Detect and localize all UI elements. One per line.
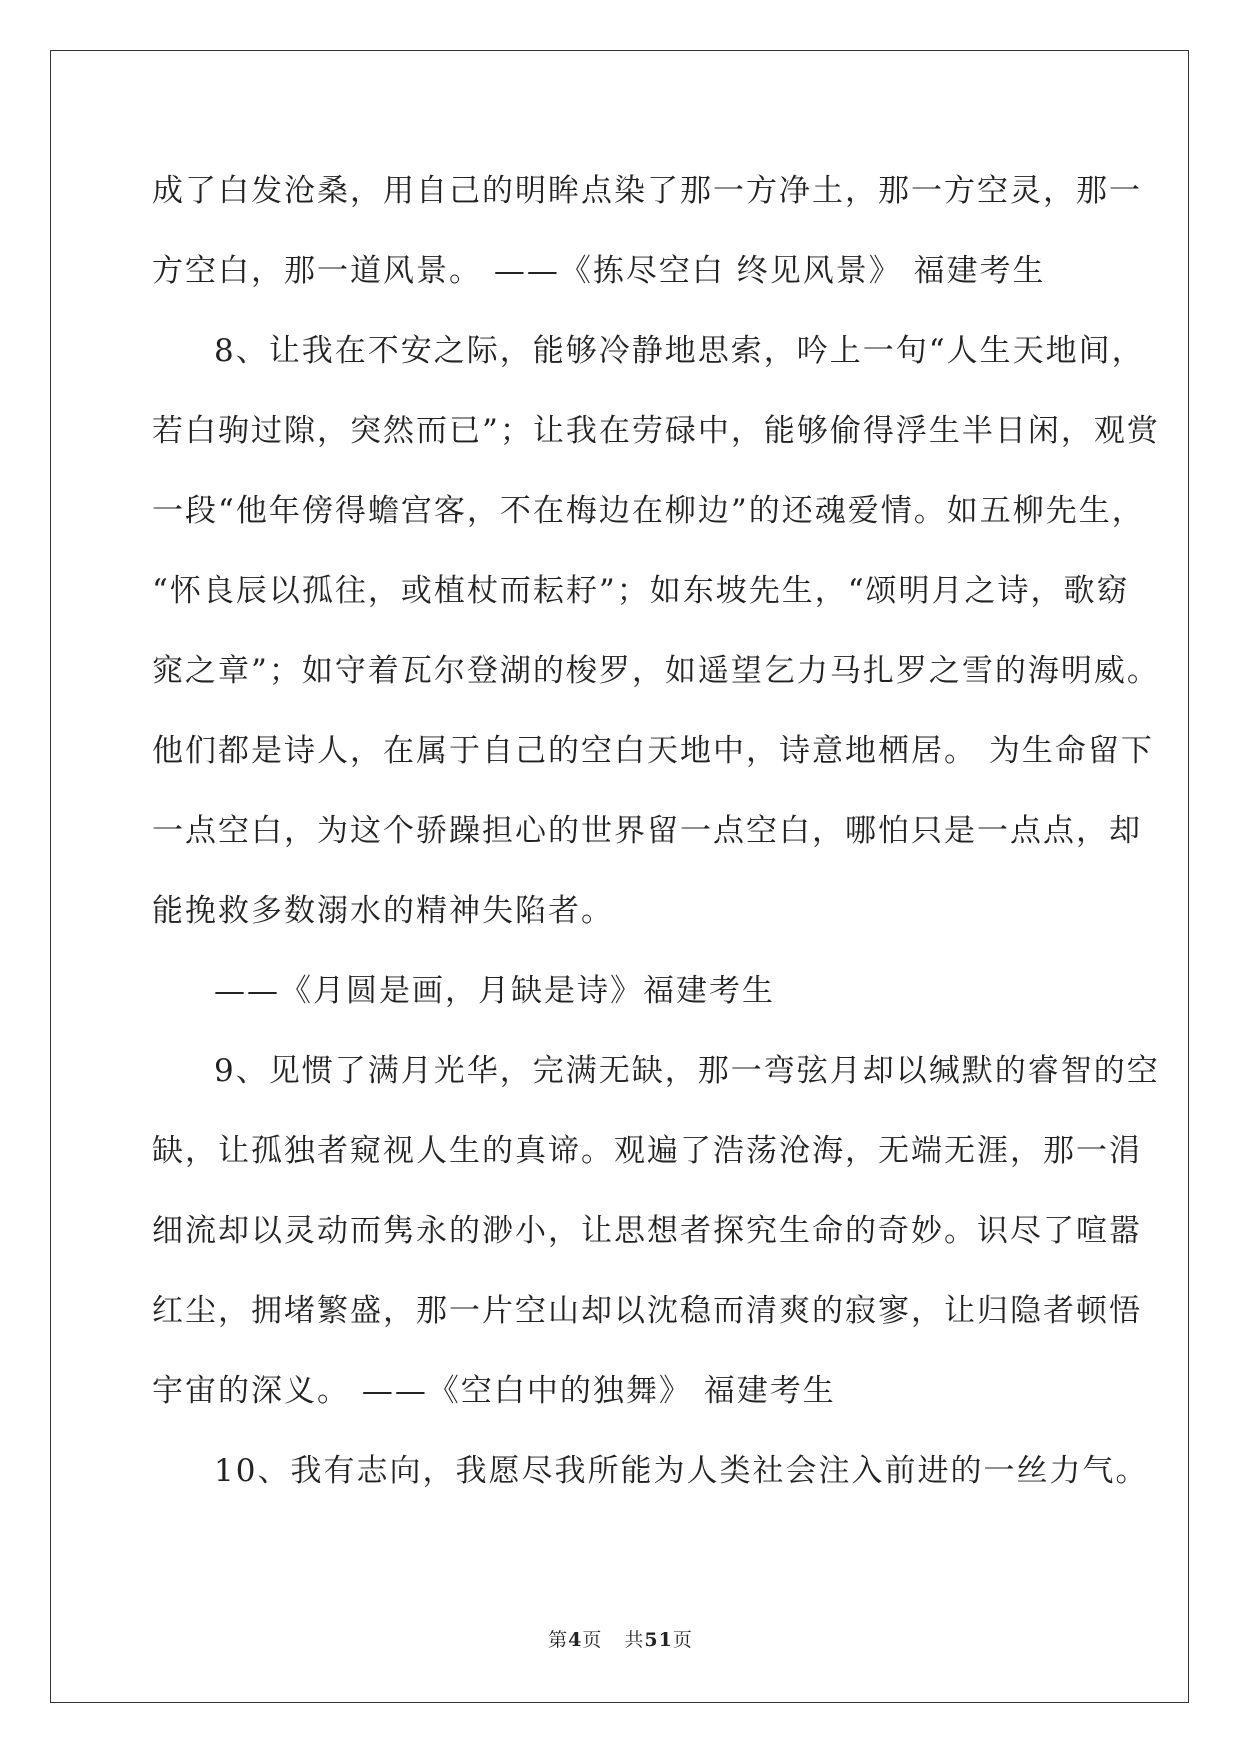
page-footer	[0, 1625, 1241, 1652]
text-line: 宇宙的深义。 ——《空白中的独舞》 福建考生	[152, 1373, 836, 1409]
text-line: 若白驹过隙，突然而已”；让我在劳碌中，能够偷得浮生半日闲，观赏	[152, 413, 1160, 449]
text-line-paragraph-start: 10、我有志向，我愿尽我所能为人类社会注入前进的一丝力气。	[214, 1453, 1149, 1489]
page-number: 4	[568, 1629, 583, 1651]
text-line-paragraph-start: 8、让我在不安之际，能够冷静地思索，吟上一句“人生天地间，	[214, 333, 1145, 369]
text-line: 缺，让孤独者窥视人生的真谛。观遍了浩荡沧海，无端无涯，那一涓	[152, 1133, 1142, 1169]
page-suffix: 页	[582, 1629, 603, 1651]
text-line: 成了白发沧桑，用自己的明眸点染了那一方净土，那一方空灵，那一	[152, 173, 1142, 209]
page-total: 51	[644, 1629, 673, 1651]
text-line: 能挽救多数溺水的精神失陷者。	[152, 893, 614, 929]
document-body	[152, 151, 1160, 1511]
text-line: 窕之章”；如守着瓦尔登湖的梭罗，如遥望乞力马扎罗之雪的海明威。	[152, 653, 1160, 689]
text-line: 细流却以灵动而隽永的渺小，让思想者探究生命的奇妙。识尽了喧嚣	[152, 1213, 1142, 1249]
text-line-paragraph-start: 9、见惯了满月光华，完满无缺，那一弯弦月却以缄默的睿智的空	[214, 1053, 1160, 1089]
total-suffix: 页	[672, 1629, 693, 1651]
total-prefix: 共	[624, 1629, 645, 1651]
text-line: 方空白，那一道风景。 ——《拣尽空白 终见风景》 福建考生	[152, 253, 1046, 289]
text-line-attribution: ——《月圆是画，月缺是诗》福建考生	[214, 973, 775, 1009]
text-line: 他们都是诗人，在属于自己的空白天地中，诗意地栖居。 为生命留下	[152, 733, 1154, 769]
text-line: 红尘，拥堵繁盛，那一片空山却以沈稳而清爽的寂寥，让归隐者顿悟	[152, 1293, 1142, 1329]
text-line: 一段“他年傍得蟾宫客，不在梅边在柳边”的还魂爱情。如五柳先生，	[152, 493, 1145, 529]
text-line: “怀良辰以孤往，或植杖而耘耔”；如东坡先生，“颂明月之诗，歌窈	[152, 573, 1130, 609]
page-prefix: 第	[548, 1629, 569, 1651]
text-line: 一点空白，为这个骄躁担心的世界留一点空白，哪怕只是一点点，却	[152, 813, 1142, 849]
